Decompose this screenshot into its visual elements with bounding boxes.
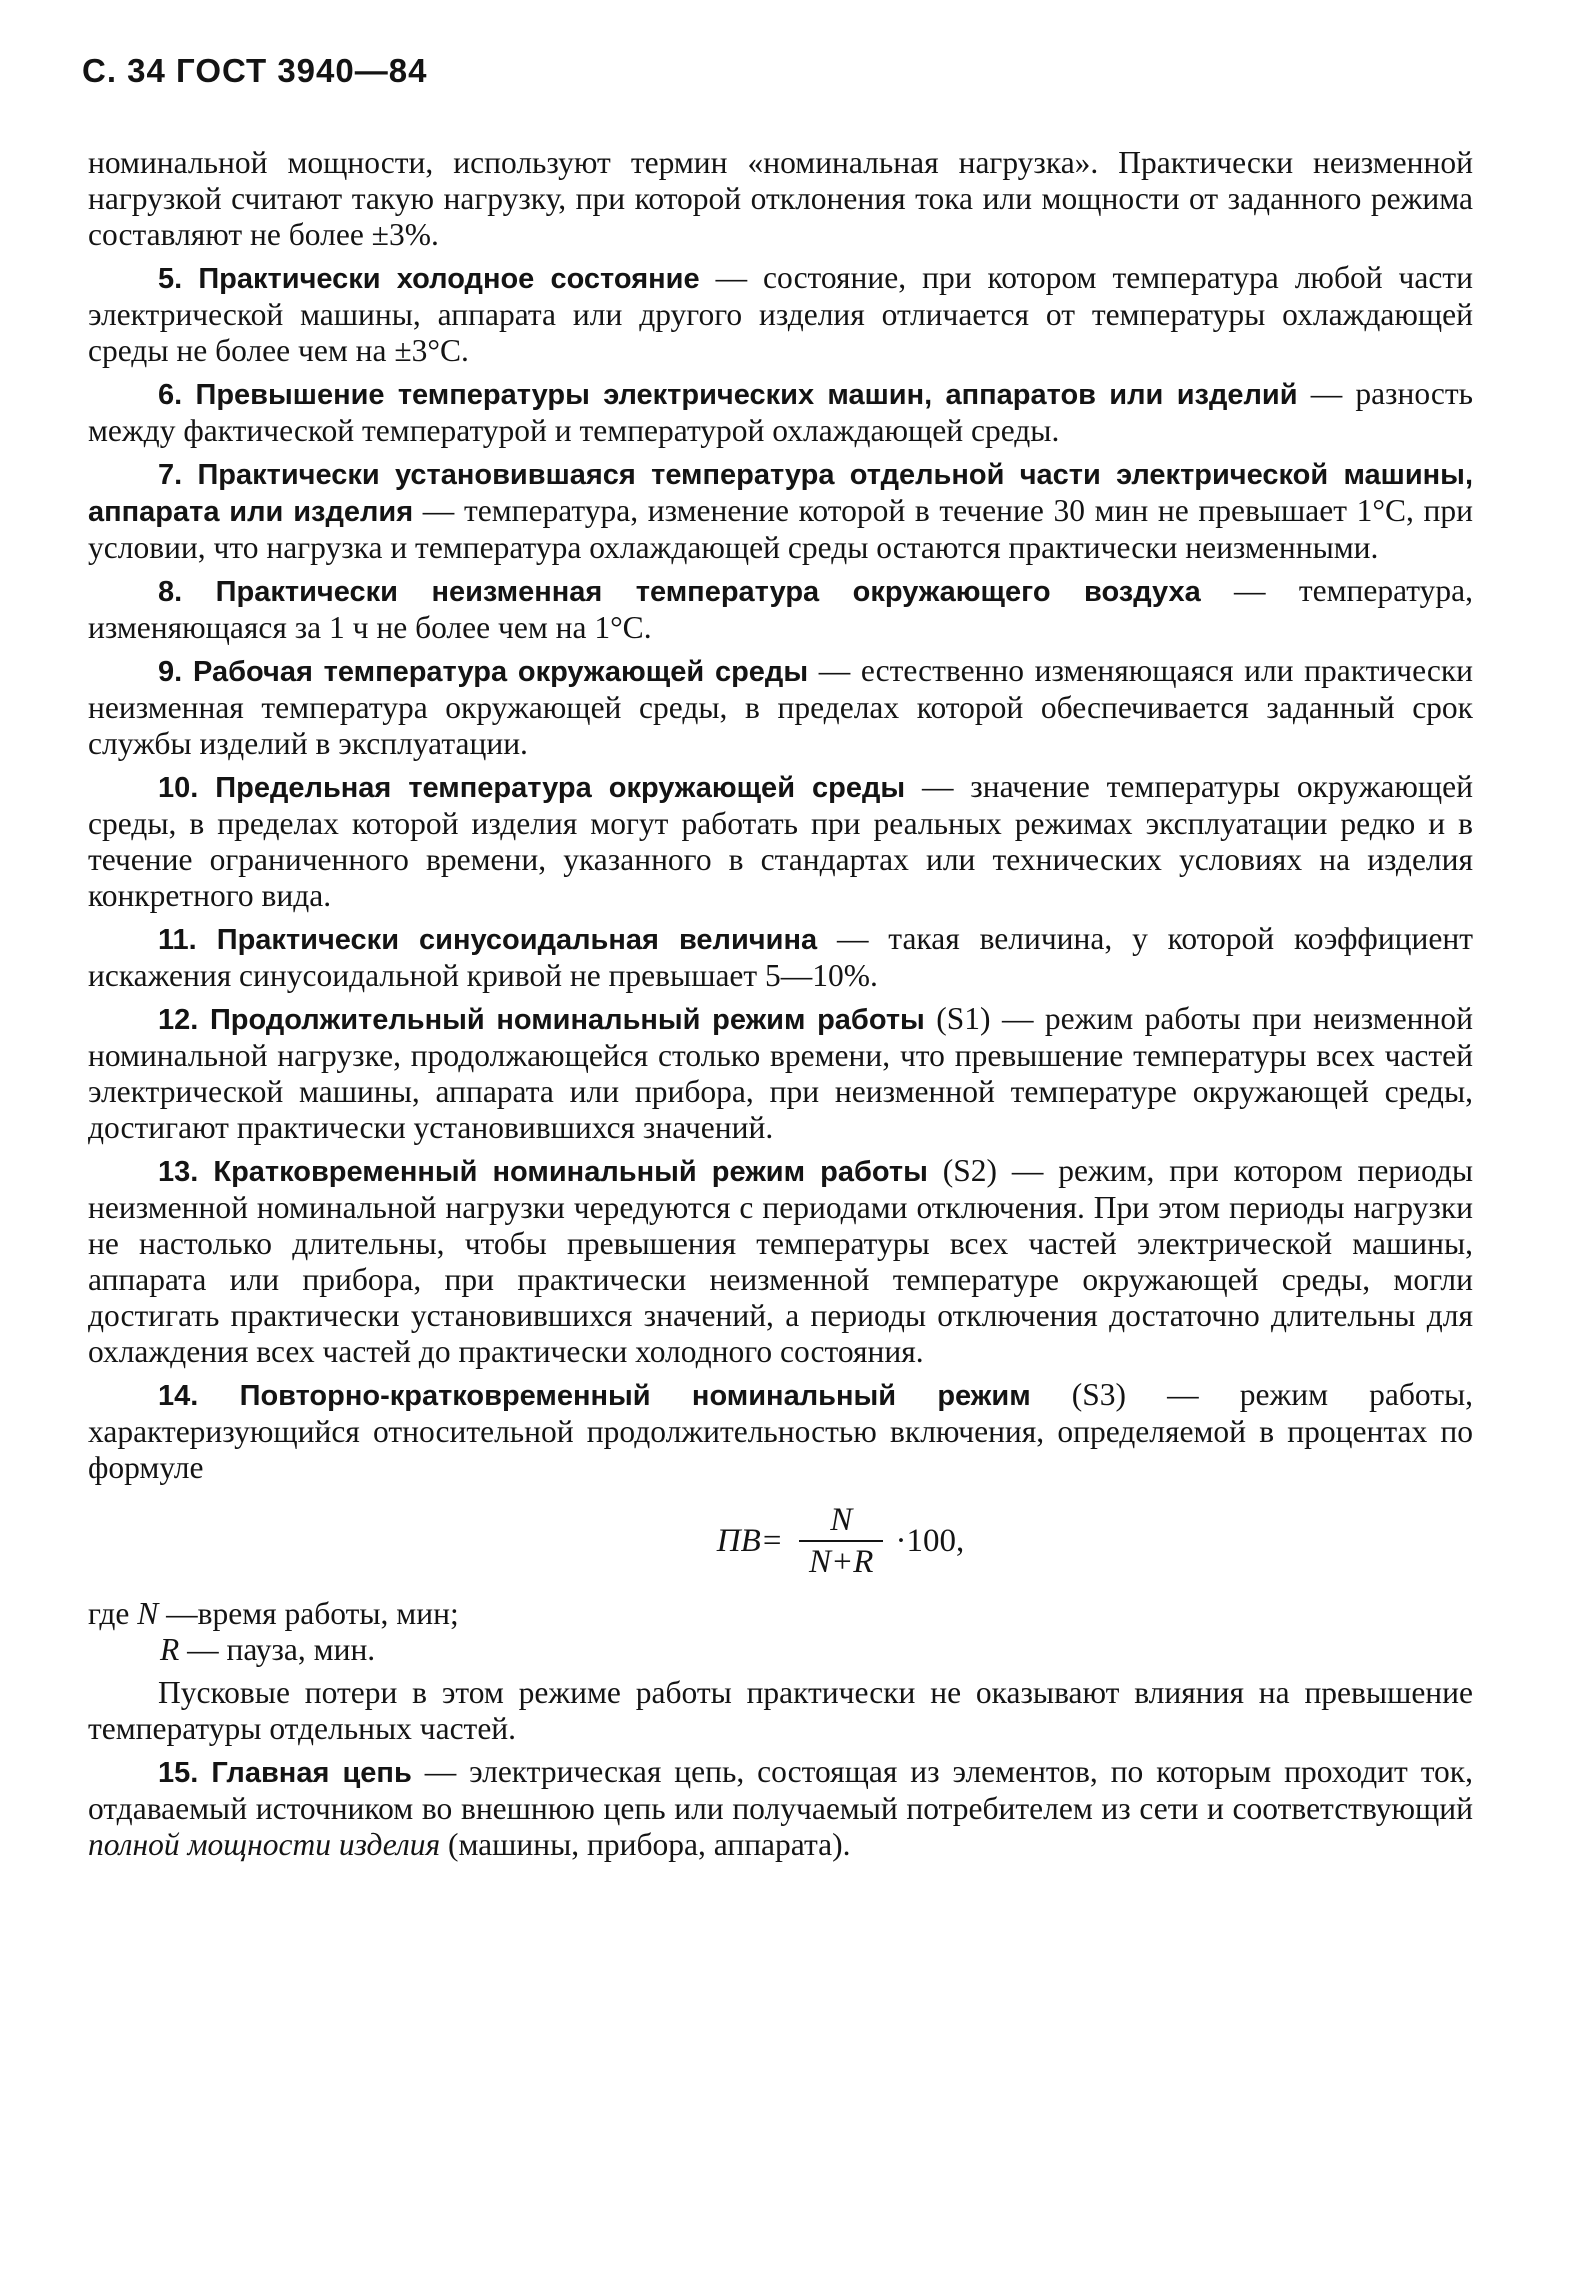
where-var-n: N — [137, 1596, 159, 1631]
paragraph-6 — [88, 376, 1473, 449]
paragraph-14 — [88, 1377, 1473, 1486]
paragraph-8 — [88, 573, 1473, 646]
paragraph-continuation: номинальной мощности, используют термин «номинальная нагрузка». Практически неизменной нагрузкой считают такую нагрузку, при которой отклонения тока или мощности от заданного режима составляют не более ±3%. — [88, 145, 1473, 252]
where-text-r: — пауза, мин. — [179, 1632, 376, 1667]
paragraph-5 — [88, 260, 1473, 369]
where-prefix: где — [88, 1596, 138, 1631]
term-14: 14. Повторно-кратковременный номинальный режим — [158, 1380, 1031, 1412]
term-9: 9. Рабочая температура окружающей среды — [158, 656, 809, 688]
term-12: 12. Продолжительный номинальный режим работы — [158, 1004, 925, 1036]
definition-11: — такая величина, у которой коэффициент искажения синусоидальной кривой не превышает 5—10%. — [88, 921, 1473, 993]
paragraph-after-formula: Пусковые потери в этом режиме работы практически не оказывают влияния на превышение температуры отдельных частей. — [88, 1675, 1473, 1746]
definition-9: — естественно изменяющаяся или практически неизменная температура окружающей среды, в пределах которой обеспечивается заданный срок службы изделий в эксплуатации. — [88, 653, 1473, 761]
definition-12: (S1) — режим работы при неизменной номинальной нагрузке, продолжающейся столько времени, что превышение температуры всех частей электрической машины, аппарата или прибора, при неизменной температуре окружающей среды, достигают практически установившихся значений. — [88, 1001, 1473, 1145]
term-11: 11. Практически синусоидальная величина — [158, 924, 818, 956]
formula-denominator: N+R — [799, 1540, 883, 1582]
formula-pv — [88, 1500, 1473, 1582]
where-var-r: R — [160, 1632, 180, 1667]
formula-rhs: ·100, — [895, 1523, 965, 1559]
where-text-n: —время работы, мин; — [158, 1596, 459, 1631]
document-body — [88, 145, 1473, 1870]
paragraph-13 — [88, 1153, 1473, 1370]
definition-7: — температура, изменение которой в течение 30 мин не превышает 1°С, при условии, что нагрузка и температура охлаждающей среды остаются практически неизменными. — [88, 493, 1474, 565]
definition-5: — состояние, при котором температура любой части электрической машины, аппарата или другого изделия отличается от температуры охлаждающей среды не более чем на ±3°С. — [88, 260, 1473, 368]
formula-numerator: N — [830, 1502, 853, 1538]
definition-8: — температура, изменяющаяся за 1 ч не более чем на 1°С. — [88, 573, 1473, 645]
term-13: 13. Кратковременный номинальный режим работы — [158, 1156, 928, 1188]
formula-lhs: ПВ= — [716, 1523, 784, 1559]
term-7: 7. Практически установившаяся температура отдельной части электрической машины, аппарата или изделия — [88, 459, 1473, 528]
term-10: 10. Предельная температура окружающей среды — [158, 772, 906, 804]
paragraph-9 — [88, 653, 1473, 762]
term-8: 8. Практически неизменная температура окружающего воздуха — [158, 576, 1201, 608]
definition-15-italic: полной мощности изделия — [88, 1827, 441, 1862]
definition-10: — значение температуры окружающей среды, в пределах которой изделия могут работать при реальных режимах эксплуатации редко и в течение ограниченного времени, указанного в стандартах или технических условиях на изделия конкретного вида. — [88, 769, 1473, 913]
paragraph-12 — [88, 1001, 1473, 1146]
paragraph-10 — [88, 769, 1473, 914]
paragraph-11 — [88, 921, 1473, 994]
definition-15b: (машины, прибора, аппарата). — [440, 1827, 851, 1862]
definition-6: — разность между фактической температурой и температурой охлаждающей среды. — [88, 376, 1473, 448]
definition-15a: — электрическая цепь, состоящая из элементов, по которым проходит ток, отдаваемый источником во внешнюю цепь или получаемый потребителем из сети и соответствующий — [88, 1754, 1473, 1826]
definition-13: (S2) — режим, при котором периоды неизменной номинальной нагрузки чередуются с периодами отключения. При этом периоды нагрузки не настолько длительны, чтобы превышения температуры всех частей электрической машины, аппарата или прибора, при практически неизменной температуре окружающей среды, могли достигать практически установившихся значений, а периоды отключения достаточно длительны для охлаждения всех частей до практически холодного состояния. — [88, 1153, 1474, 1369]
where-line-1 — [88, 1596, 1473, 1632]
where-line-2 — [88, 1632, 1473, 1668]
definition-14: (S3) — режим работы, характеризующийся относительной продолжительностью включения, определяемой в процентах по формуле — [88, 1377, 1473, 1485]
term-6: 6. Превышение температуры электрических машин, аппаратов или изделий — [158, 379, 1298, 411]
page-header: С. 34 ГОСТ 3940—84 — [82, 52, 428, 89]
term-15: 15. Главная цепь — [158, 1757, 412, 1789]
formula-fraction — [799, 1500, 883, 1582]
paragraph-15 — [88, 1754, 1473, 1863]
paragraph-7 — [88, 456, 1473, 566]
term-5: 5. Практически холодное состояние — [158, 263, 700, 295]
